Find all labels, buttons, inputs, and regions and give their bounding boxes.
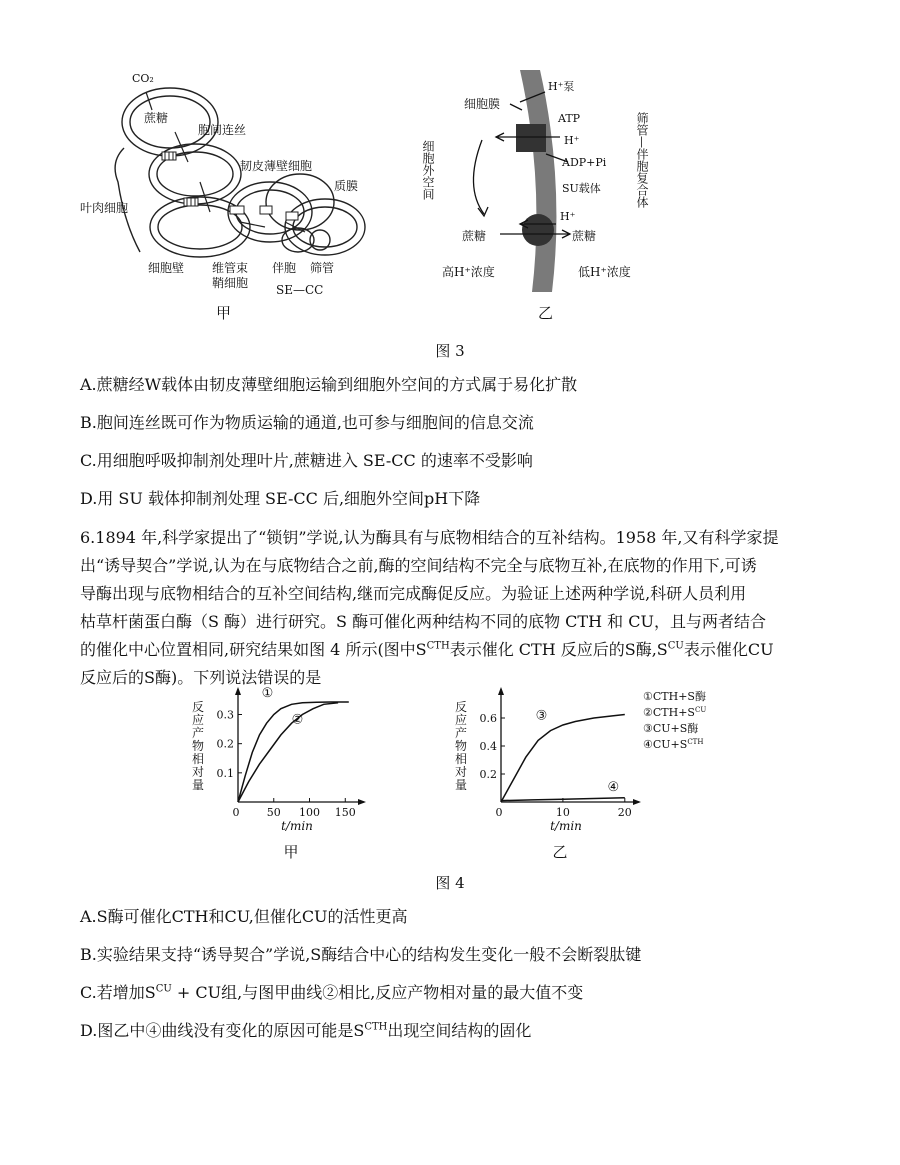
- label-plasmodesmata: 胞间连丝: [198, 123, 247, 137]
- label-h-pump: H⁺泵: [548, 80, 575, 93]
- label-atp: ATP: [558, 112, 581, 125]
- label-sucrose-left: 蔗糖: [462, 229, 487, 243]
- label-sieve-tube: 筛管: [310, 261, 335, 275]
- label-low-h: 低H⁺浓度: [578, 265, 631, 279]
- y-axis-label-char: 相: [455, 752, 468, 766]
- legend-entry-2: $②CTH+S^{CU}$: [643, 706, 707, 719]
- y-axis-label-char: 应: [192, 713, 205, 727]
- q6-option-d: [80, 1017, 531, 1045]
- figure4-caption: 图 4: [435, 874, 465, 892]
- label-sucrose: 蔗糖: [144, 111, 169, 125]
- y-axis-arrow: [498, 687, 504, 695]
- y-tick-label: 0.6: [479, 712, 497, 725]
- label-cell-wall: 细胞壁: [148, 261, 185, 275]
- y-axis-label-char: 产: [455, 726, 468, 740]
- x-axis-arrow: [633, 799, 641, 805]
- q6-stem-line-4: 枯草杆菌蛋白酶（S 酶）进行研究。S 酶可催化两种结构不同的底物 CTH 和 CU，且与两者结合: [80, 612, 766, 631]
- legend-entry-1: ①CTH+S酶: [643, 690, 706, 703]
- h-pump: [516, 124, 546, 152]
- y-tick-label: 0.2: [479, 768, 497, 781]
- y-axis-label-char: 反: [192, 700, 205, 714]
- q6-stem-line-1: 6.1894 年,科学家提出了“锁钥”学说,认为酶具有与底物相结合的互补结构。1958 年,又有科学家提: [80, 528, 779, 547]
- x-tick-label: 50: [266, 806, 281, 819]
- q6-stem-line-6: 反应后的S酶)。下列说法错误的是: [80, 668, 322, 687]
- legend-entry-3: ③CU+S酶: [643, 722, 699, 735]
- su-carrier: [522, 214, 554, 246]
- figure4-chart-jia: [190, 680, 390, 860]
- y-axis-label-char: 量: [455, 778, 468, 792]
- sub-caption: 甲: [283, 843, 299, 860]
- x-tick-label: 150: [334, 806, 356, 819]
- y-tick-label: 0.3: [216, 708, 234, 722]
- figure3-yi-caption: 乙: [538, 304, 554, 322]
- membrane-band: [520, 70, 556, 292]
- x-axis-arrow: [358, 799, 366, 805]
- y-tick-label: 0.2: [216, 737, 234, 751]
- label-bundle-sheath-2: 鞘细胞: [212, 276, 249, 290]
- label-su: SU载体: [562, 182, 601, 195]
- q6-stem-text-5a: 的催化中心位置相同,研究结果如图 4 所示(图中S: [80, 640, 427, 659]
- q5-option-b: B.胞间连丝既可作为物质运输的通道,也可参与细胞间的信息交流: [80, 413, 534, 432]
- x-axis-label: t/min: [281, 819, 313, 833]
- x-tick-label: 0: [232, 806, 240, 819]
- series-label-1: ①: [261, 686, 274, 701]
- q6-option-c-sup: CU: [155, 983, 172, 995]
- q6-stem-line-5: [80, 636, 774, 664]
- label-co2: CO₂: [132, 72, 154, 85]
- label-se-cc: SE—CC: [276, 283, 324, 297]
- label-companion-cell: 伴胞: [272, 261, 297, 275]
- q6-stem-line-2: 出“诱导契合”学说,认为在与底物结合之前,酶的空间结构不完全与底物互补,在底物的作用下,可诱: [80, 556, 757, 575]
- sub-caption: 乙: [552, 843, 568, 860]
- label-extracellular: 细胞外空间: [421, 140, 435, 200]
- x-axis-label: t/min: [550, 819, 582, 833]
- label-bundle-sheath-1: 维管束: [212, 261, 249, 275]
- y-axis-label-char: 物: [455, 739, 468, 753]
- x-tick-label: 10: [555, 806, 570, 819]
- q6-stem-sup-cth: CTH: [426, 640, 450, 652]
- y-axis-label-char: 物: [192, 739, 205, 753]
- figure3-jia-caption: 甲: [216, 304, 232, 322]
- label-h-plus-2: H⁺: [560, 210, 576, 223]
- x-tick-label: 20: [617, 806, 632, 819]
- y-tick-label: 0.4: [479, 740, 497, 753]
- q6-stem-text-5b: 表示催化 CTH 反应后的S酶,S: [449, 640, 668, 659]
- y-axis-label-char: 对: [455, 765, 468, 779]
- q6-stem-text-5c: 表示催化CU: [683, 640, 774, 659]
- y-axis-label-char: 反: [455, 700, 468, 714]
- legend-entry-4: $④CU+S^{CTH}$: [643, 738, 704, 751]
- figure3-jia-diagram: [80, 62, 400, 324]
- q6-option-d-pre: D.图乙中④曲线没有变化的原因可能是S: [80, 1021, 365, 1040]
- series-line-1: [501, 715, 625, 803]
- label-adp: ADP+Pi: [562, 156, 607, 169]
- label-high-h: 高H⁺浓度: [442, 265, 495, 279]
- y-axis-label-char: 对: [192, 765, 205, 779]
- x-tick-label: 0: [495, 806, 503, 819]
- y-axis-label-char: 产: [192, 726, 205, 740]
- legend-sup-2: CU: [694, 706, 707, 714]
- q6-stem-line-3: 导酶出现与底物相结合的互补空间结构,继而完成酶促反应。为验证上述两种学说,科研人员利用: [80, 584, 747, 603]
- y-axis-arrow: [235, 687, 241, 695]
- label-membrane: 细胞膜: [464, 97, 501, 111]
- q6-option-c: [80, 979, 583, 1007]
- x-tick-label: 100: [299, 806, 321, 819]
- q6-option-c-post: + CU组,与图甲曲线②相比,反应产物相对量的最大值不变: [171, 983, 584, 1002]
- label-plasma-membrane: 质膜: [334, 179, 359, 193]
- q5-option-d: D.用 SU 载体抑制剂处理 SE-CC 后,细胞外空间pH下降: [80, 489, 481, 508]
- y-axis-label-char: 量: [192, 778, 205, 792]
- q6-stem-sup-cu: CU: [667, 640, 684, 652]
- figure4-chart-yi: [455, 680, 755, 860]
- label-phloem-parenchyma: 韧皮薄壁细胞: [240, 159, 313, 173]
- series-label-3: ③: [535, 708, 548, 724]
- q5-option-a: A.蔗糖经W载体由韧皮薄壁细胞运输到细胞外空间的方式属于易化扩散: [80, 375, 578, 394]
- q6-option-b: B.实验结果支持“诱导契合”学说,S酶结合中心的结构发生变化一般不会断裂肽键: [80, 945, 642, 964]
- y-axis-label-char: 相: [192, 752, 205, 766]
- q6-option-a: A.S酶可催化CTH和CU,但催化CU的活性更高: [80, 907, 408, 926]
- q6-option-d-sup: CTH: [364, 1021, 388, 1033]
- legend-sup-4: CTH: [687, 738, 704, 746]
- label-sucrose-right: 蔗糖: [572, 229, 597, 243]
- q6-option-d-post: 出现空间结构的固化: [387, 1021, 532, 1040]
- label-complex: 筛管—伴胞复合体: [635, 112, 649, 208]
- figure3-yi-diagram: [420, 62, 680, 324]
- figure3-caption: 图 3: [435, 342, 465, 360]
- q6-option-c-pre: C.若增加S: [80, 983, 156, 1002]
- series-label-2: ②: [291, 712, 304, 728]
- label-h-plus: H⁺: [564, 134, 580, 147]
- y-tick-label: 0.1: [216, 766, 234, 780]
- q5-option-c: C.用细胞呼吸抑制剂处理叶片,蔗糖进入 SE-CC 的速率不受影响: [80, 451, 533, 470]
- label-mesophyll: 叶肉细胞: [80, 201, 129, 215]
- series-label-4: ④: [607, 779, 620, 795]
- y-axis-label-char: 应: [455, 713, 468, 727]
